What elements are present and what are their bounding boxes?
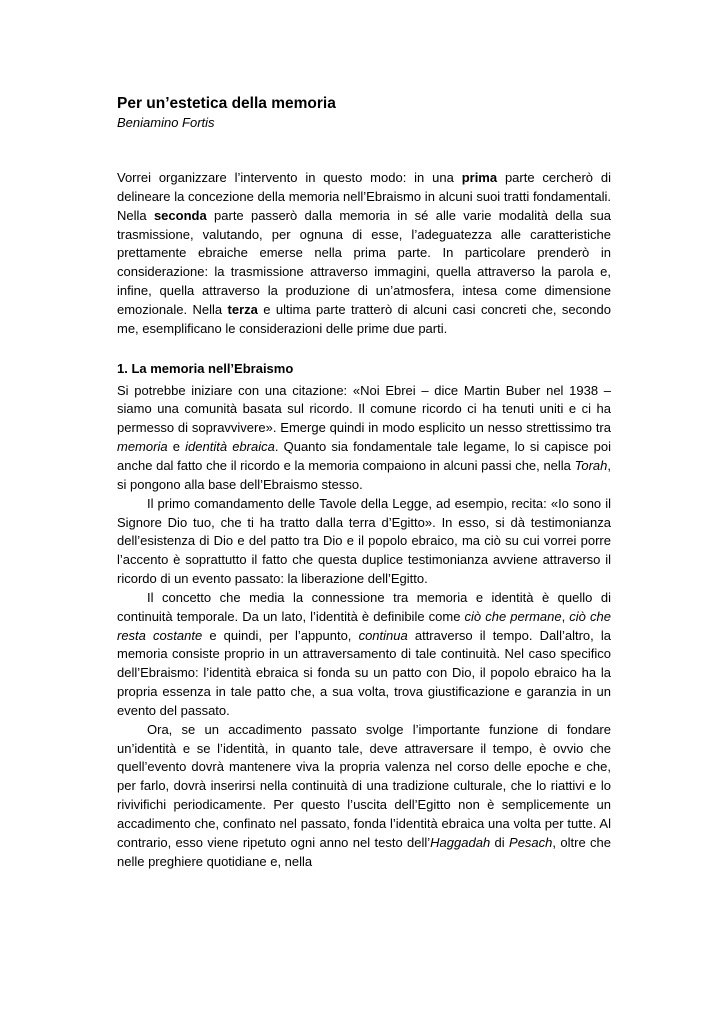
text-run: Vorrei organizzare l’intervento in questo modo: in una <box>117 170 462 185</box>
text-run: , si pongono alla base dell’Ebraismo stesso. <box>117 457 611 492</box>
italic-emphasis: memoria <box>117 439 168 455</box>
text-run: Ora, se un accadimento passato svolge l’importante funzione di fondare un’identità e se l’identità, in quanto tale, deve attraversare il tempo, è ovvio che quell’evento dovrà mantenere viva la propria valenza nel corso delle epoche e che, per farlo, dovrà inserirsi nella continuità di una tradizione culturale, che lo riattivi e lo rivivifichi periodicamente. Per questo l’uscita dell’Egitto non è semplicemente un accadimento che, confinato nel passato, fonda l’identità ebraica una volta per tutte. Al contrario, esso viene ripetuto ogni anno nel testo dell’ <box>117 721 611 850</box>
body-paragraph-1 <box>117 382 611 495</box>
text-run: attraverso il tempo. Dall’altro, la memoria consiste proprio in un attraversamento di tale continuità. Nel caso specifico dell’Ebraismo: l’identità ebraica si fonda su un patto con Dio, il popolo ebraico ha la propria essenza in tale patto che, a sua volta, trova giustificazione e garanzia in un evento del passato. <box>117 627 611 718</box>
document-author: Beniamino Fortis <box>117 115 215 130</box>
document-page <box>117 94 611 872</box>
italic-emphasis: Pesach <box>509 834 553 850</box>
text-run: Il concetto che media la connessione tra memoria e identità è quello di continuità temporale. Da un lato, l’identità è definibile come <box>117 589 611 624</box>
italic-emphasis: Torah <box>574 457 608 473</box>
bold-emphasis: terza <box>227 301 258 317</box>
document-title: Per un’estetica della memoria <box>117 95 336 112</box>
body-paragraph-3 <box>117 589 611 721</box>
italic-emphasis: ciò che permane <box>464 608 562 624</box>
text-run: e quindi, per l’appunto, <box>202 627 359 643</box>
italic-emphasis: continua <box>358 627 408 643</box>
text-run: e ultima parte tratterò di alcuni casi concreti che, secondo me, esemplificano le considerazioni delle prime due parti. <box>117 301 611 336</box>
text-run: Il primo comandamento delle Tavole della Legge, ad esempio, recita: «Io sono il Signore Dio tuo, che ti ha tratto dalla terra d’Egitto». In esso, si dà testimonianza dell’esistenza di Dio e del patto tra Dio e il popolo ebraico, ma ciò su cui vorrei porre l’accento è soprattutto il fatto che questa duplice testimonianza avviene attraverso il ricordo di un evento passato: la liberazione dell’Egitto. <box>117 495 611 587</box>
body-paragraph-2 <box>117 495 611 589</box>
italic-emphasis: identità ebraica <box>185 439 275 455</box>
bold-emphasis: seconda <box>153 207 207 223</box>
text-run: , <box>561 608 570 624</box>
italic-emphasis: ciò che resta costante <box>117 608 611 643</box>
text-run: parte cercherò di delineare la concezione della memoria nell’Ebraismo in alcuni suoi tratti fondamentali. Nella <box>117 170 611 223</box>
body-paragraph-4 <box>117 721 611 872</box>
italic-emphasis: Haggadah <box>430 834 491 850</box>
text-run: , oltre che nelle preghiere quotidiane e, nella <box>117 834 611 869</box>
text-run: Si potrebbe iniziare con una citazione: «Noi Ebrei – dice Martin Buber nel 1938 – siamo una comunità basata sul ricordo. Il comune ricordo ci ha tenuti uniti e ci ha permesso di sopravvivere». Emerge quindi in modo esplicito un nesso strettissimo tra <box>117 382 611 436</box>
intro-paragraph <box>117 169 611 339</box>
text-run: di <box>490 834 510 850</box>
section-heading: 1. La memoria nell’Ebraismo <box>117 360 294 376</box>
text-run: parte passerò dalla memoria in sé alle varie modalità della sua trasmissione, valutando, per ognuna di esse, l’adeguatezza alle caratteristiche prettamente ebraiche emerse nella prima parte. In particolare prenderò in considerazione: la trasmissione attraverso immagini, quella attraverso la parola e, infine, quella attraverso la produzione di un’atmosfera, intesa come dimensione emozionale. Nella <box>117 207 611 317</box>
text-run: e <box>167 439 186 455</box>
text-run: . Quanto sia fondamentale tale legame, lo si capisce poi anche dal fatto che il ricordo e la memoria compaiono in alcuni passi che, nella <box>117 439 611 473</box>
bold-emphasis: prima <box>461 170 498 185</box>
